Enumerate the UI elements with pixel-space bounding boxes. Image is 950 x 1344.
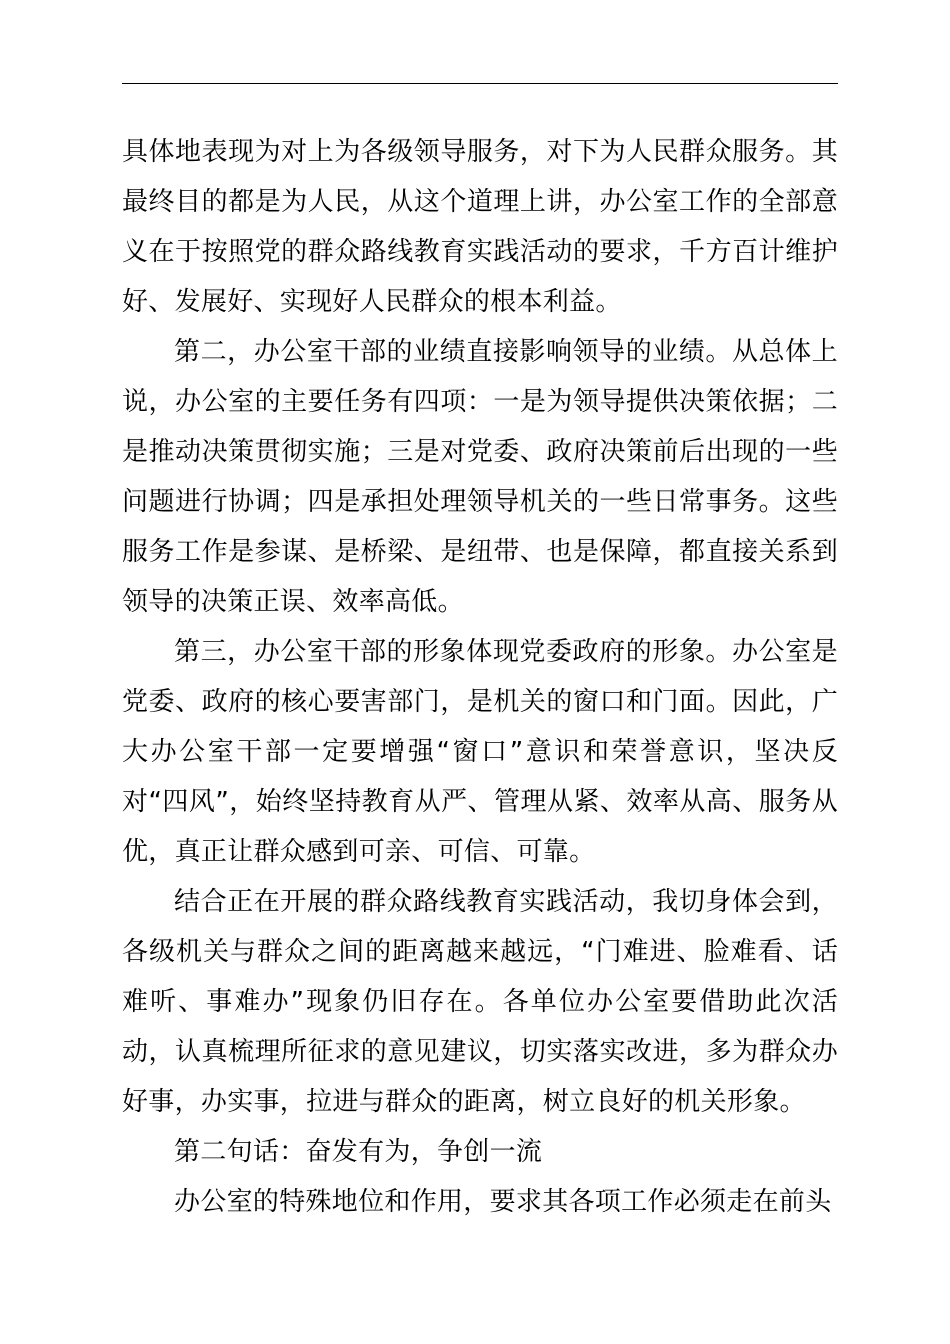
paragraph-reflection: 结合正在开展的群众路线教育实践活动，我切身体会到，各级机关与群众之间的距离越来越远，“门难进、脸难看、话难听、事难办”现象仍旧存在。各单位办公室要借助此次活动，认真梳理所征求的意见建议，切实落实改进，多为群众办好事，办实事，拉进与群众的距离，树立良好的机关形象。 (122, 887, 838, 1117)
paragraph-third-point: 第三，办公室干部的形象体现党委政府的形象。办公室是党委、政府的核心要害部门，是机关的窗口和门面。因此，广大办公室干部一定要增强“窗口”意识和荣誉意识，坚决反对“四风”，始终坚持教育从严、管理从紧、效率从高、服务从优，真正让群众感到可亲、可信、可靠。 (122, 637, 838, 867)
paragraph-second-point: 第二，办公室干部的业绩直接影响领导的业绩。从总体上说，办公室的主要任务有四项：一是为领导提供决策依据；二是推动决策贯彻实施；三是对党委、政府决策前后出现的一些问题进行协调；四是承担处理领导机关的一些日常事务。这些服务工作是参谋、是桥梁、是纽带、也是保障，都直接关系到领导的决策正误、效率高低。 (122, 337, 838, 617)
paragraph-final: 办公室的特殊地位和作用，要求其各项工作必须走在前头 (174, 1187, 832, 1217)
document-body (122, 127, 838, 1227)
paragraph-continuation: 具体地表现为对上为各级领导服务，对下为人民群众服务。其最终目的都是为人民，从这个道理上讲，办公室工作的全部意义在于按照党的群众路线教育实践活动的要求，千方百计维护好、发展好、实现好人民群众的根本利益。 (122, 137, 838, 317)
section-heading: 第二句话：奋发有为，争创一流 (174, 1137, 543, 1167)
header-rule (122, 83, 838, 84)
